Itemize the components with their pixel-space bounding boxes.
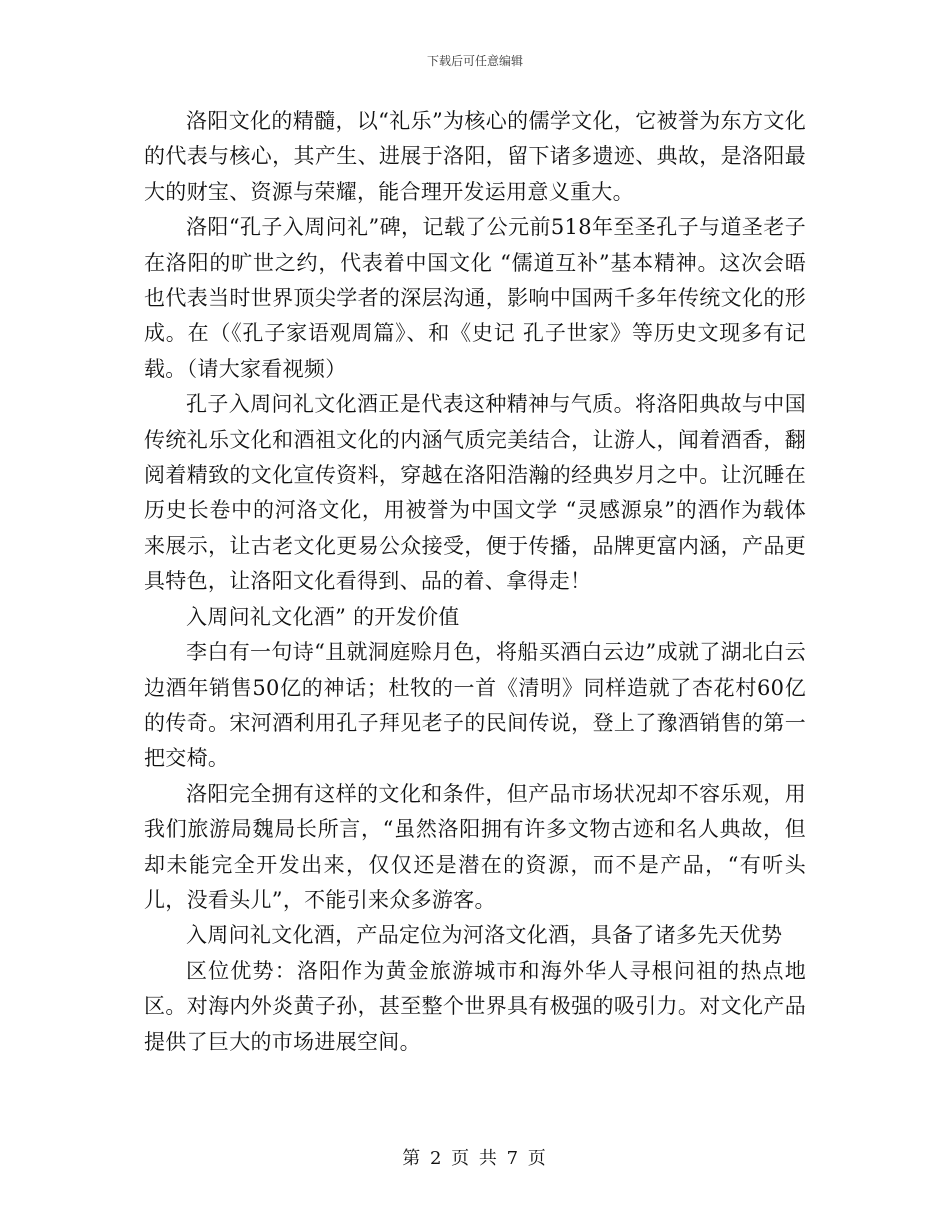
document-body: [144, 104, 806, 1060]
paragraph: 洛阳文化的精髓，以“礼乐”为核心的儒学文化，它被誉为东方文化的代表与核心，其产生、进展于洛阳，留下诸多遗迹、典故，是洛阳最大的财宝、资源与荣耀，能合理开发运用意义重大。: [144, 109, 806, 204]
section-heading: 入周问礼文化酒” 的开发价值: [186, 604, 460, 629]
page-header: 下载后可任意编辑: [426, 54, 523, 68]
paragraph: 李白有一句诗“且就洞庭赊月色，将船买酒白云边”成就了湖北白云边酒年销售50亿的神话；杜牧的一首《清明》同样造就了杏花村60亿的传奇。宋河酒利用孔子拜见老子的民间传说，登上了豫酒销售的第一把交椅。: [144, 640, 806, 771]
paragraph: 孔子入周问礼文化酒正是代表这种精神与气质。将洛阳典故与中国传统礼乐文化和酒祖文化的内涵气质完美结合，让游人，闻着酒香，翻阅着精致的文化宣传资料，穿越在洛阳浩瀚的经典岁月之中。让沉睡在历史长卷中的河洛文化，用被誉为中国文学 “灵感源泉”的酒作为载体来展示，让古老文化更易公众接受，便于传播，品牌更富内涵，产品更具特色，让洛阳文化看得到、品的着、拿得走！: [144, 392, 806, 594]
paragraph: 区位优势：洛阳作为黄金旅游城市和海外华人寻根问祖的热点地区。对海内外炎黄子孙，甚至整个世界具有极强的吸引力。对文化产品提供了巨大的市场进展空间。: [144, 958, 806, 1054]
paragraph: 洛阳“孔子入周问礼”碑，记载了公元前518年至圣孔子与道圣老子在洛阳的旷世之约，代表着中国文化 “儒道互补”基本精神。这次会晤也代表当时世界顶尖学者的深层沟通，影响中国两千多年传统文化的形成。在（《孔子家语观周篇》、和《史记 孔子世家》等历史文现多有记载。（请大家看视频）: [144, 215, 806, 381]
paragraph: 入周问礼文化酒，产品定位为河洛文化酒，具备了诸多先天优势: [186, 923, 783, 948]
paragraph: 洛阳完全拥有这样的文化和条件，但产品市场状况却不容乐观，用我们旅游局魏局长所言，“虽然洛阳拥有许多文物古迹和名人典故，但却未能完全开发出来，仅仅还是潜在的资源，而不是产品，“有听头儿，没看头儿”，不能引来众多游客。: [144, 781, 806, 912]
page-number: 第 2 页 共 7 页: [402, 1148, 548, 1169]
